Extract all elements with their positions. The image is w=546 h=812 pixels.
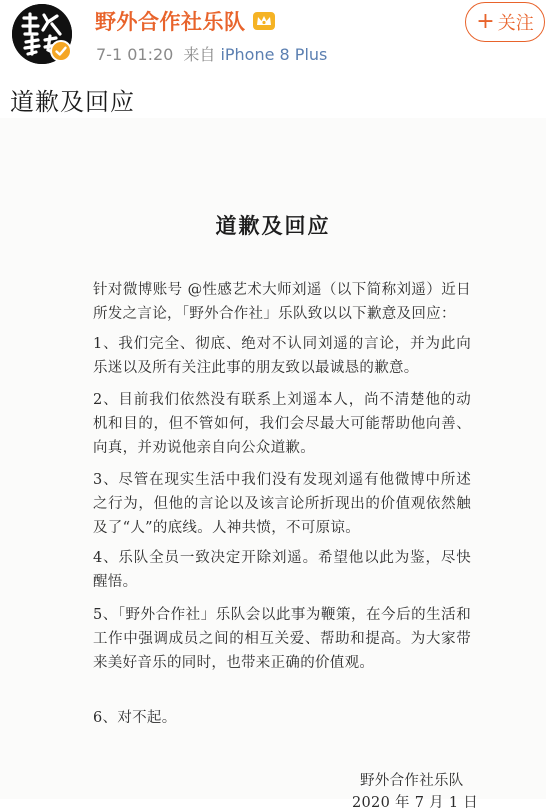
source-prefix: 来自 xyxy=(183,45,216,64)
vip-crown-icon[interactable] xyxy=(252,10,276,32)
letter-title: 道歉及回应 xyxy=(215,213,331,238)
plus-icon: + xyxy=(476,9,495,34)
letter-paragraph-4: 4、乐队全员一致决定开除刘遥。希望他以此为鉴，尽快醒悟。 xyxy=(93,550,471,590)
verified-badge-icon xyxy=(50,40,72,62)
username-link[interactable]: 野外合作社乐队 xyxy=(95,10,246,34)
letter-paragraph-intro: 针对微博账号 @性感艺术大师刘遥（以下简称刘遥）近日所发之言论，「野外合作社」乐队致以以下歉意及回应： xyxy=(93,282,471,322)
post-meta xyxy=(96,42,327,65)
source-device-link[interactable]: iPhone 8 Plus xyxy=(220,45,328,64)
letter-paragraph-1: 1、我们完全、彻底、绝对不认同刘遥的言论，并为此向乐迷以及所有关注此事的朋友致以最诚恳的歉意。 xyxy=(93,336,471,376)
username-row xyxy=(95,6,276,36)
letter-image[interactable] xyxy=(0,118,546,811)
post-header xyxy=(0,0,546,80)
follow-button[interactable] xyxy=(465,2,545,42)
follow-label: 关注 xyxy=(497,13,534,34)
letter-paragraph-2: 2、目前我们依然没有联系上刘遥本人，尚不清楚他的动机和目的，但不管如何，我们会尽最大可能帮助他向善、向真，并劝说他亲自向公众道歉。 xyxy=(93,392,471,456)
letter-paragraph-3: 3、尽管在现实生活中我们没有发现刘遥有他微博中所述之行为，但他的言论以及该言论所折现出的价值观依然触及了“人”的底线。人神共愤，不可原谅。 xyxy=(93,472,471,536)
letter-signature: 野外合作社乐队 xyxy=(360,773,464,789)
letter-paragraph-6: 6、对不起。 xyxy=(93,710,177,726)
letter-date: 2020 年 7 月 1 日 xyxy=(352,795,479,811)
post-time: 7-1 01:20 xyxy=(96,45,174,64)
post-text: 道歉及回应 xyxy=(10,88,135,116)
letter-paragraph-5: 5、「野外合作社」乐队会以此事为鞭策，在今后的生活和工作中强调成员之间的相互关爱、帮助和提高。为大家带来美好音乐的同时，也带来正确的价值观。 xyxy=(93,607,471,671)
